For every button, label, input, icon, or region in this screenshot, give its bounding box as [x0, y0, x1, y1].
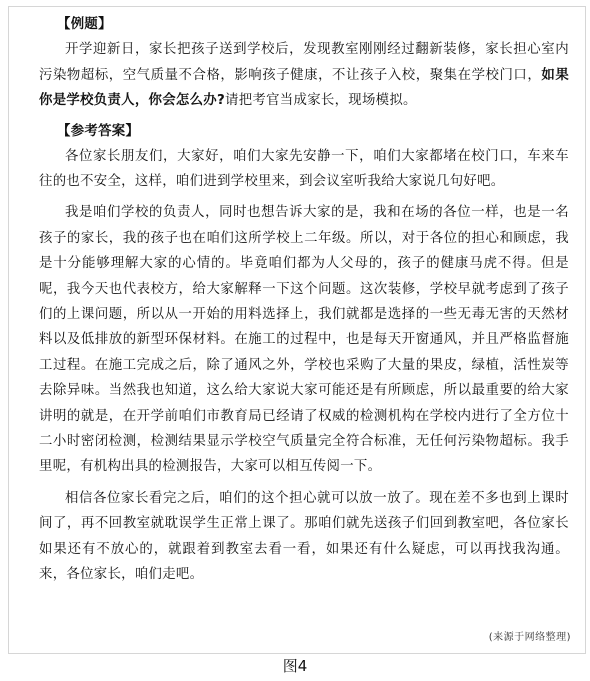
example-text-a: 开学迎新日，家长把孩子送到学校后，发现教室刚刚经过翻新装修，家长担心室内污染物超标，空气质量不合格，影响孩子健康，不让孩子入校，聚集在学校门口， [39, 42, 569, 83]
answer-paragraph-3: 相信各位家长看完之后，咱们的这个担心就可以放一放了。现在差不多也到上课时间了，再不回教室就耽误学生正常上课了。那咱们就先送孩子们回到教室吧，各位家长如果还有不放心的，就跟着到教室去看一看，如果还有什么疑虑，可以再找我沟通。来，各位家长，咱们走吧。 [39, 490, 569, 582]
document-content [39, 13, 569, 593]
answer-paragraph-1: 各位家长朋友们，大家好，咱们大家先安静一下，咱们大家都堵在校门口，车来车往的也不安全，这样，咱们进到学校里来，到会议室听我给大家说几句好吧。 [39, 148, 569, 189]
example-question: 如果你是学校负责人，你会怎么办? [39, 67, 570, 108]
figure-caption: 图4 [282, 657, 308, 675]
example-heading: 【例题】 [57, 17, 112, 32]
example-text-b: 请把考官当成家长，现场模拟。 [225, 93, 417, 108]
source-watermark: (来源于网络整理) [488, 632, 571, 643]
answer-heading: 【参考答案】 [57, 123, 140, 139]
answer-paragraph-2: 我是咱们学校的负责人，同时也想告诉大家的是，我和在场的各位一样，也是一名孩子的家长，我的孩子也在咱们这所学校上二年级。所以，对于各位的担心和顾虑，我是十分能够理解大家的心情的。毕竟咱们都为人父母的，孩子的健康马虎不得。但是呢，我今天也代表校方，给大家解释一下这个问题。这次装修，学校早就考虑到了孩子们的上课问题，所以从一开始的用料选择上，我们就都是选择的一些无毒无害的天然材料以及低排放的新型环保材料。在施工的过程中，也是每天开窗通风，并且严格监督施工过程。在施工完成之后，除了通风之外，学校也采购了大量的果皮，绿植，活性炭等去除异味。当然我也知道，这么给大家说大家可能还是有所顾虑，所以最重要的给大家讲明的就是，在开学前咱们市教育局已经请了权威的检测机构在学校内进行了全方位十二小时密闭检测，检测结果显示学校空气质量完全符合标准，无任何污染物超标。我手里呢，有机构出具的检测报告，大家可以相互传阅一下。 [39, 205, 569, 475]
document-page [8, 6, 586, 654]
example-paragraph [39, 37, 569, 114]
